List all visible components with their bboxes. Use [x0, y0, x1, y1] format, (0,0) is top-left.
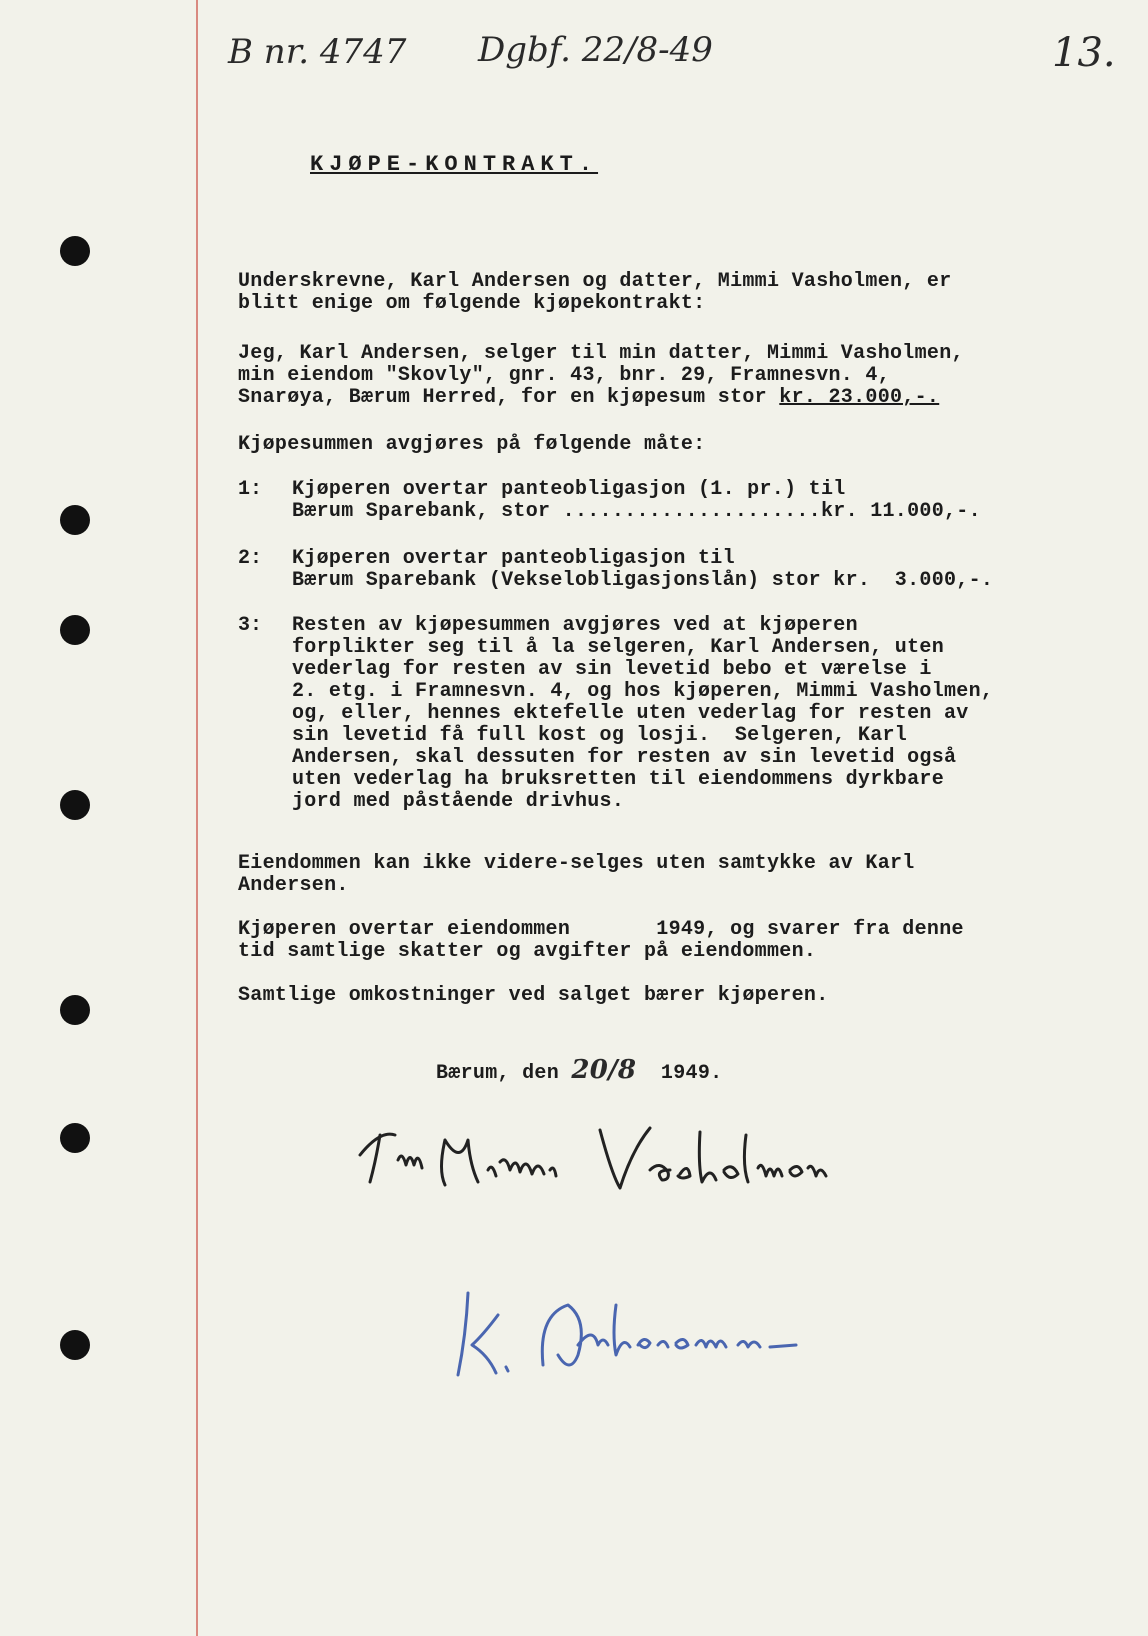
seller-signature: [448, 1275, 848, 1395]
buyer-signature: [350, 1110, 830, 1220]
payment-intro: Kjøpesummen avgjøres på følgende måte:: [238, 433, 706, 456]
punch-hole: [60, 236, 90, 266]
punch-hole: [60, 1330, 90, 1360]
sale-line: min eiendom "Skovly", gnr. 43, bnr. 29, Framnesvn. 4,: [238, 364, 891, 387]
reference-note: B nr. 4747: [228, 32, 407, 72]
punch-hole: [60, 1123, 90, 1153]
costs-line: Samtlige omkostninger ved salget bærer kjøperen.: [238, 984, 829, 1007]
item-line: sin levetid få full kost og losji. Selgeren, Karl: [292, 724, 908, 747]
intro-line: blitt enige om følgende kjøpekontrakt:: [238, 292, 706, 315]
punch-hole: [60, 505, 90, 535]
item-number: 3:: [238, 614, 263, 637]
resale-line: Eiendommen kan ikke videre-selges uten samtykke av Karl: [238, 852, 915, 875]
sale-line: [238, 386, 939, 409]
item-line: vederlag for resten av sin levetid bebo et værelse i: [292, 658, 932, 681]
item-line: Bærum Sparebank, stor .....................kr. 11.000,-.: [292, 500, 981, 523]
page-number: 13.: [1052, 30, 1116, 76]
item-line: Andersen, skal dessuten for resten av sin levetid også: [292, 746, 957, 769]
place-text: Bærum, den: [436, 1062, 560, 1085]
item-line: uten vederlag ha bruksretten til eiendommens dyrkbare: [292, 768, 945, 791]
punch-hole: [60, 995, 90, 1025]
sale-amount: kr. 23.000,-.: [779, 386, 940, 409]
takeover-line: Kjøperen overtar eiendommen 1949, og svarer fra denne: [238, 918, 964, 941]
item-number: 2:: [238, 547, 263, 570]
intro-line: Underskrevne, Karl Andersen og datter, Mimmi Vasholmen, er: [238, 270, 952, 293]
sale-text: Snarøya, Bærum Herred, for en kjøpesum stor: [238, 386, 780, 409]
dagbok-note: Dgbf. 22/8-49: [478, 30, 713, 70]
handwritten-date: 20/8: [571, 1055, 637, 1085]
punch-hole: [60, 615, 90, 645]
item-line: Kjøperen overtar panteobligasjon (1. pr.) til: [292, 478, 846, 501]
resale-line: Andersen.: [238, 874, 349, 897]
item-number: 1:: [238, 478, 263, 501]
item-line: forplikter seg til å la selgeren, Karl Andersen, uten: [292, 636, 945, 659]
place-date: [436, 1055, 722, 1085]
date-year: 1949.: [660, 1062, 723, 1085]
item-line: Bærum Sparebank (Vekselobligasjonslån) stor kr. 3.000,-.: [292, 569, 994, 592]
item-line: Resten av kjøpesummen avgjøres ved at kjøperen: [292, 614, 858, 637]
sale-line: Jeg, Karl Andersen, selger til min datter, Mimmi Vasholmen,: [238, 342, 964, 365]
item-line: 2. etg. i Framnesvn. 4, og hos kjøperen, Mimmi Vasholmen,: [292, 680, 994, 703]
item-line: jord med påstående drivhus.: [292, 790, 625, 813]
punch-hole: [60, 790, 90, 820]
margin-line: [196, 0, 198, 1636]
item-line: og, eller, hennes ektefelle uten vederlag for resten av: [292, 702, 969, 725]
document-title: KJØPE-KONTRAKT.: [310, 152, 599, 177]
item-line: Kjøperen overtar panteobligasjon til: [292, 547, 735, 570]
takeover-line: tid samtlige skatter og avgifter på eiendommen.: [238, 940, 817, 963]
